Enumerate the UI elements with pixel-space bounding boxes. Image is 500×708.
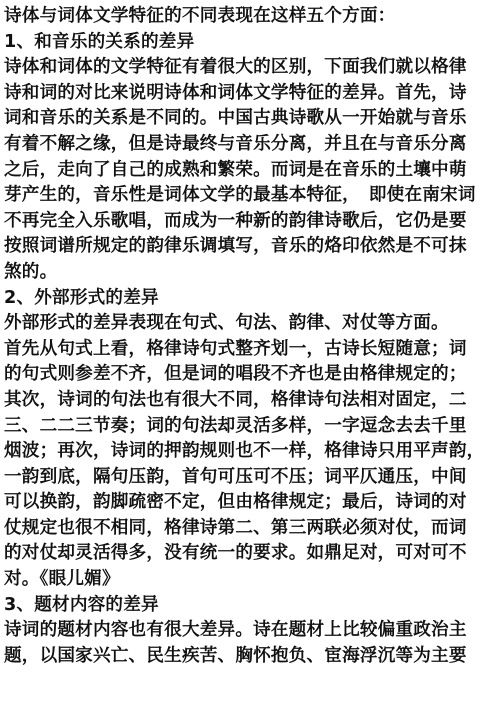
text-line: 其次，诗词的句法也有很大不同，格律诗句法相对固定，二 — [4, 389, 467, 410]
text-line: 首先从句式上看，格律诗句式整齐划一，古诗长短随意；词 — [4, 338, 467, 359]
text-line: 之后，走向了自己的成熟和繁荣。而词是在音乐的土壤中萌 — [4, 159, 467, 180]
text-line: 仗规定也很不相同，格律诗第二、第三两联必须对仗，而词 — [4, 517, 467, 538]
text-line: 题，以国家兴亡、民生疾苦、胸怀抱负、宦海浮沉等为主要 — [4, 645, 467, 666]
text-line: 不再完全入乐歌唱，而成为一种新的韵律诗歌后，它仍是要 — [4, 210, 467, 231]
text-line: 对。《眼儿媚》 — [4, 569, 120, 590]
text-line: 外部形式的差异表现在句式、句法、韵律、对仗等方面。 — [4, 313, 449, 334]
text-line: 诗体与词体文学特征的不同表现在这样五个方面： — [4, 6, 396, 26]
text-line: 芽产生的，音乐性是词体文学的最基本特征， 即使在南宋词 — [4, 185, 476, 206]
text-line: 煞的。 — [4, 261, 58, 282]
text-line: 的对仗却灵活得多，没有统一的要求。如鼎足对，可对可不 — [4, 543, 467, 564]
text-line: 可以换韵，韵脚疏密不定，但由格律规定；最后，诗词的对 — [4, 492, 467, 513]
text-line: 烟波；再次，诗词的押韵规则也不一样，格律诗只用平声韵， — [4, 441, 485, 462]
section-heading: 2、外部形式的差异 — [4, 287, 159, 308]
text-line: 词和音乐的关系是不同的。中国古典诗歌从一开始就与音乐 — [4, 108, 467, 129]
text-line: 的句式则参差不齐，但是词的唱段不齐也是由格律规定的； — [4, 364, 467, 385]
section-heading: 3、题材内容的差异 — [4, 594, 159, 615]
text-line: 有着不解之缘，但是诗最终与音乐分离，并且在与音乐分离 — [4, 133, 467, 154]
text-line: 诗体和词体的文学特征有着很大的区别，下面我们就以格律 — [4, 57, 467, 78]
text-line: 诗和词的对比来说明诗体和词体文学特征的差异。首先，诗 — [4, 82, 467, 103]
text-line: 三、二二三节奏；词的句法却灵活多样，一字逗念去去千里 — [4, 415, 467, 436]
text-line: 按照词谱所规定的韵律乐调填写，音乐的烙印依然是不可抹 — [4, 236, 467, 257]
text-line: 一韵到底，隔句压韵，首句可压可不压；词平仄通压，中间 — [4, 466, 467, 487]
text-line: 诗词的题材内容也有很大差异。诗在题材上比较偏重政治主 — [4, 620, 467, 641]
section-heading: 1、和音乐的关系的差异 — [4, 31, 195, 52]
